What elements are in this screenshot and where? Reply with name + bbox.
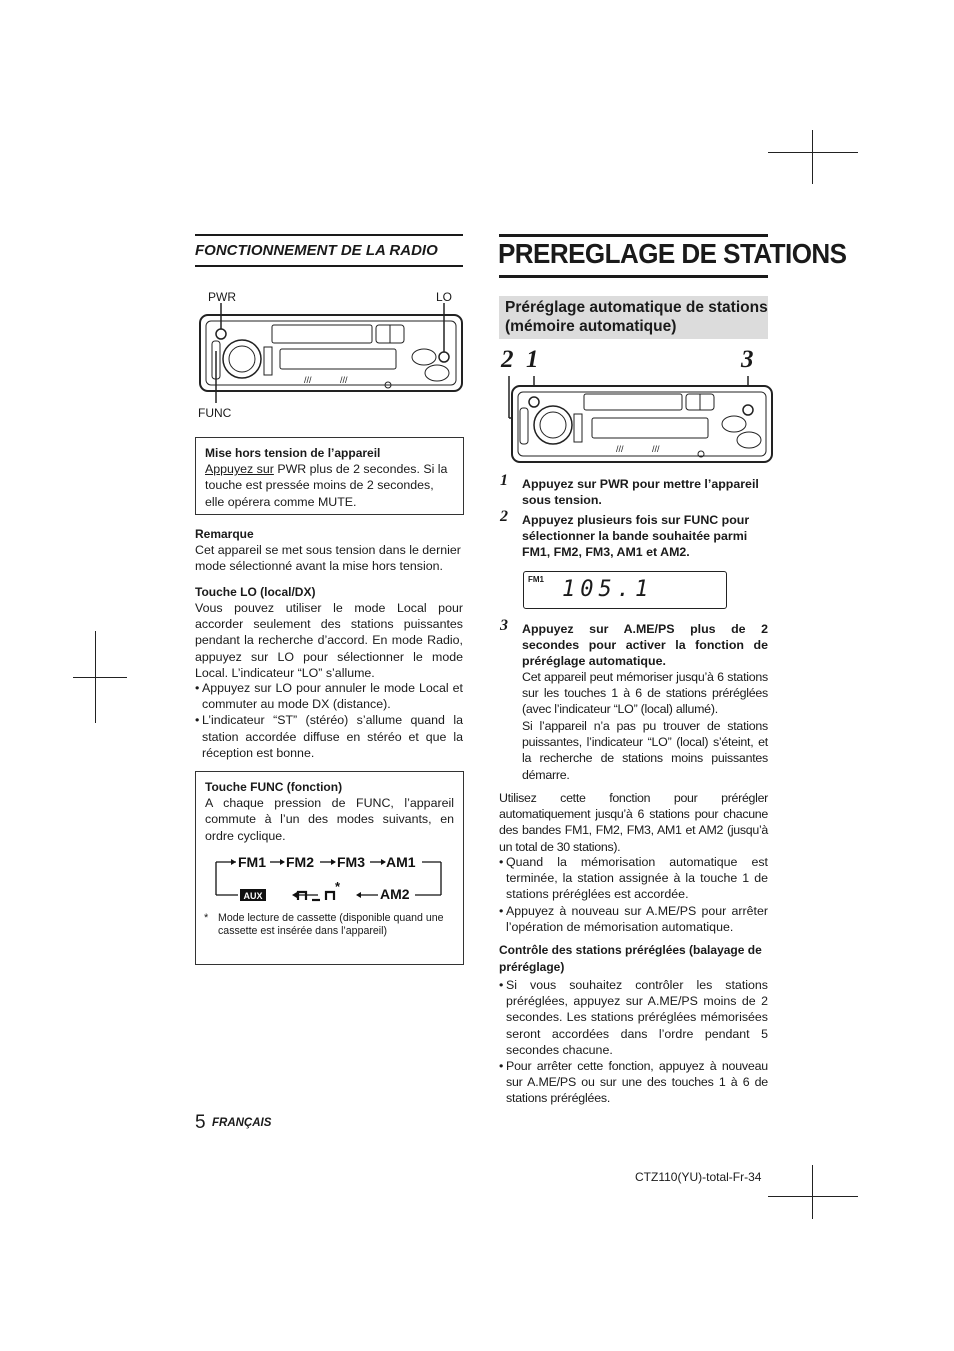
svg-text:///: /// xyxy=(340,375,348,385)
touche-lo-text: Vous pouvez utiliser le mode Local pour accorder seulement des stations puissantes pendant la recherche d’accord. En mode Radio, appuyez sur LO pour sélectionner le mode Local. L’indicateur “LO” s’allume. xyxy=(195,601,463,680)
callout-1: 1 xyxy=(526,346,539,373)
crop-mark xyxy=(73,677,127,678)
page-number: 5 xyxy=(195,1112,206,1133)
step-1-text: Appuyez sur PWR pour mettre l’appareil sous tension. xyxy=(522,477,759,508)
step-3-detail-1: Cet appareil peut mémoriser jusqu’à 6 stations sur les touches 1 à 6 de stations préréglées (avec l’indicateur “LO” (local) allumé). xyxy=(522,670,768,717)
bullets-a xyxy=(499,854,768,935)
svg-text:///: /// xyxy=(304,375,312,385)
power-off-link: Appuyez sur xyxy=(205,462,274,477)
cassette-mark: * xyxy=(335,879,341,894)
power-off-title: Mise hors tension de l’appareil xyxy=(205,446,381,460)
list-item: • Appuyez sur LO pour annuler le mode Local et commuter au mode DX (distance). xyxy=(195,681,463,712)
func-cycle-diagram xyxy=(208,850,450,908)
pwr-label: PWR xyxy=(208,290,236,304)
list-item: • Appuyez à nouveau sur A.ME/PS pour arrêter l’opération de mémorisation automatique. xyxy=(499,903,768,934)
section-title: FONCTIONNEMENT DE LA RADIO xyxy=(195,242,438,259)
title-rule-top xyxy=(499,234,768,237)
aux-label: AUX xyxy=(243,891,263,901)
fm2-label: FM2 xyxy=(286,854,314,870)
footer-code: CTZ110(YU)-total-Fr-34 xyxy=(635,1170,762,1184)
fm3-label: FM3 xyxy=(337,854,365,870)
func-box-title: Touche FUNC (fonction) xyxy=(205,780,343,794)
svg-text:///: /// xyxy=(616,444,624,454)
controle-title: Contrôle des stations préréglées (balayage de préréglage) xyxy=(499,943,762,974)
step-1-number: 1 xyxy=(500,472,508,489)
language-label: FRANÇAIS xyxy=(212,1117,272,1129)
func-label: FUNC xyxy=(198,406,232,420)
svg-text:///: /// xyxy=(652,444,660,454)
step-3-number: 3 xyxy=(500,617,508,634)
step-3-detail-2: Si l’appareil n’a pas pu trouver de stations puissantes, l’indicateur “LO” (local) s’éteint, et la recherche de stations moins puissantes démarre. xyxy=(522,719,768,782)
section-rule-top xyxy=(195,234,463,236)
subtitle-line2: (mémoire automatique) xyxy=(505,318,677,335)
step-3-text: Appuyez sur A.ME/PS plus de 2 secondes pour activer la fonction de préréglage automatique. xyxy=(522,622,768,669)
callout-3: 3 xyxy=(741,346,754,373)
am1-label: AM1 xyxy=(386,854,416,870)
crop-mark xyxy=(768,1196,858,1197)
list-item: • Pour arrêter cette fonction, appuyez à nouveau sur A.ME/PS ou sur une des touches 1 à 6 de stations préréglées. xyxy=(499,1059,768,1106)
step-2-text: Appuyez plusieurs fois sur FUNC pour sélectionner la bande souhaitée parmi FM1, FM2, FM3, AM1 et AM2. xyxy=(522,513,750,560)
am2-label: AM2 xyxy=(380,886,410,902)
touche-lo-bullets xyxy=(195,680,463,761)
func-box-text: A chaque pression de FUNC, l’appareil commute à l’un des modes suivants, en ordre cyclique. xyxy=(205,796,454,843)
list-item: • Quand la mémorisation automatique est terminée, la station assignée à la touche 1 de stations préréglées est accordée. xyxy=(499,855,768,902)
bullets-b xyxy=(499,977,768,1107)
lcd-frequency: 105.1 xyxy=(562,577,654,602)
func-footnote-mark: * xyxy=(204,912,209,924)
lcd-band: FM1 xyxy=(528,575,544,584)
remarque-text: Cet appareil se met sous tension dans le dernier mode sélectionné avant la mise hors tension. xyxy=(195,543,461,574)
callout-2: 2 xyxy=(501,346,514,373)
utilisez-text: Utilisez cette fonction pour prérégler automatiquement jusqu’à 6 stations pour chacune des bandes FM1, FM2, FM3, AM1 et AM2 (jusqu’à un total de 30 stations). xyxy=(499,791,768,854)
lo-label: LO xyxy=(436,290,453,304)
car-radio-diagram-right xyxy=(506,372,776,472)
func-footnote: Mode lecture de cassette (disponible quand une cassette est insérée dans l’appareil) xyxy=(218,912,444,937)
touche-lo-title: Touche LO (local/DX) xyxy=(195,585,316,599)
power-off-box xyxy=(195,437,464,515)
fm1-label: FM1 xyxy=(238,854,266,870)
crop-mark xyxy=(812,1165,813,1219)
power-off-rest: PWR plus de 2 secondes. Si la touche est pressée moins de 2 secondes, elle opérera comme MUTE. xyxy=(205,462,448,509)
power-off-text xyxy=(205,461,454,510)
remarque-title: Remarque xyxy=(195,527,254,541)
crop-mark xyxy=(768,152,858,153)
title-rule-bottom xyxy=(499,275,768,278)
car-radio-diagram xyxy=(196,303,466,403)
page-title: PREREGLAGE DE STATIONS xyxy=(498,238,847,269)
step-2-number: 2 xyxy=(500,508,508,525)
crop-mark xyxy=(812,130,813,184)
list-item: • Si vous souhaitez contrôler les stations préréglées, appuyez sur A.ME/PS moins de 2 secondes. Les stations préréglées mémorisées seront accordées dans l’ordre pendant 5 secondes chacune. xyxy=(499,978,768,1057)
subtitle-line1: Préréglage automatique de stations xyxy=(505,299,768,316)
section-rule-bottom xyxy=(195,265,463,267)
list-item: • L’indicateur “ST” (stéréo) s’allume quand la station accordée diffuse en stéréo et que la réception est bonne. xyxy=(195,713,463,760)
